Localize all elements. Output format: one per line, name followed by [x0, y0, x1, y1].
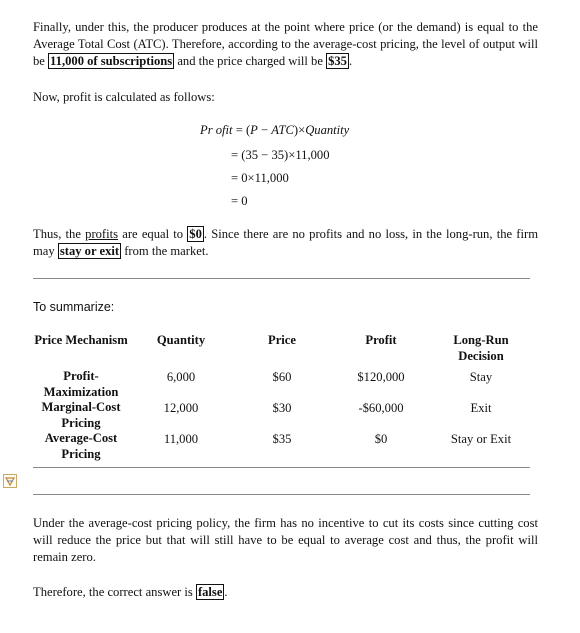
para3-text: Thus, the	[33, 227, 86, 241]
decision-highlight: stay or exit	[59, 244, 120, 258]
profit-equation-line-3: = 0×11,000	[231, 171, 289, 185]
equation-quantity-var: Quantity	[305, 123, 350, 137]
table-header-row	[33, 330, 531, 369]
output-level-highlight: 11,000 of subscriptions	[50, 54, 173, 68]
row-quantity: 6,000	[166, 370, 196, 384]
equation-atc-var: ATC	[271, 123, 294, 137]
header-long-run-decision: Long-Run Decision	[453, 333, 509, 363]
row-quantity: 12,000	[163, 401, 199, 415]
row-mechanism: Profit-Maximization	[43, 369, 119, 399]
para1-text: Finally, under this, the producer produces at the point where price (or the demand) is equal to the Average Total Cost (ATC). Therefore, according to the average-cost pricing, the level of output will be	[33, 20, 538, 68]
summary-label: To summarize:	[33, 300, 115, 314]
header-quantity: Quantity	[156, 333, 206, 347]
row-mechanism: Average-Cost Pricing	[44, 431, 118, 461]
table-divider	[33, 467, 530, 468]
answer-text: Therefore, the correct answer is	[33, 585, 196, 599]
profit-value-highlight: $0	[189, 227, 202, 241]
row-profit: $0	[374, 432, 388, 446]
section-divider	[33, 278, 530, 279]
para3-text-mid: are equal to	[118, 227, 188, 241]
row-profit: -$60,000	[358, 401, 404, 415]
row-decision: Stay or Exit	[450, 432, 512, 446]
row-decision: Stay	[469, 370, 493, 384]
row-quantity: 11,000	[163, 432, 199, 446]
para1-text-mid: and the price charged will be	[174, 54, 327, 68]
para3-text-end: from the market.	[121, 244, 209, 258]
row-profit: $120,000	[357, 370, 405, 384]
equation-open: = (	[232, 123, 251, 137]
table-row	[33, 369, 531, 400]
marker-glyph-icon	[4, 475, 16, 487]
row-mechanism: Marginal-Cost Pricing	[41, 400, 121, 430]
answer-highlight: false	[197, 585, 223, 599]
answer-text-end: .	[224, 585, 228, 599]
para3-text-after: . Since there are no profits and no loss, in the long-run, the firm may	[33, 227, 538, 258]
row-decision: Exit	[470, 401, 492, 415]
explanation-paragraph: Under the average-cost pricing policy, the firm has no incentive to cut its costs since cutting cost will reduce the price but that will still have to be equal to average cost and thus, the profit will remain zero.	[33, 516, 538, 564]
comment-marker-icon[interactable]	[3, 474, 17, 488]
answer-paragraph	[33, 584, 538, 601]
profit-equation-line-4: = 0	[231, 194, 248, 208]
profit-intro: Now, profit is calculated as follows:	[33, 90, 215, 104]
profits-underlined: profits	[85, 227, 119, 241]
profit-equation-line-2: = (35 − 35)×11,000	[231, 148, 330, 162]
equation-minus: −	[257, 123, 272, 137]
price-highlight: $35	[328, 54, 347, 68]
profit-equation-line-1	[200, 123, 349, 138]
equation-close: )×	[293, 123, 306, 137]
row-price: $35	[272, 432, 292, 446]
conclusion-paragraph	[33, 19, 538, 70]
header-price-mechanism: Price Mechanism	[34, 333, 128, 347]
para1-text-end: .	[348, 54, 353, 68]
row-price: $60	[272, 370, 292, 384]
summary-table	[33, 330, 531, 462]
header-price: Price	[268, 333, 296, 347]
row-price: $30	[272, 401, 292, 415]
equation-price-var: P	[250, 123, 258, 137]
table-row	[33, 431, 531, 462]
explanation-divider	[33, 494, 530, 495]
equation-lhs: Pr ofit	[200, 123, 233, 137]
profit-conclusion-paragraph	[33, 226, 538, 260]
table-row	[33, 400, 531, 431]
header-profit: Profit	[365, 333, 397, 347]
